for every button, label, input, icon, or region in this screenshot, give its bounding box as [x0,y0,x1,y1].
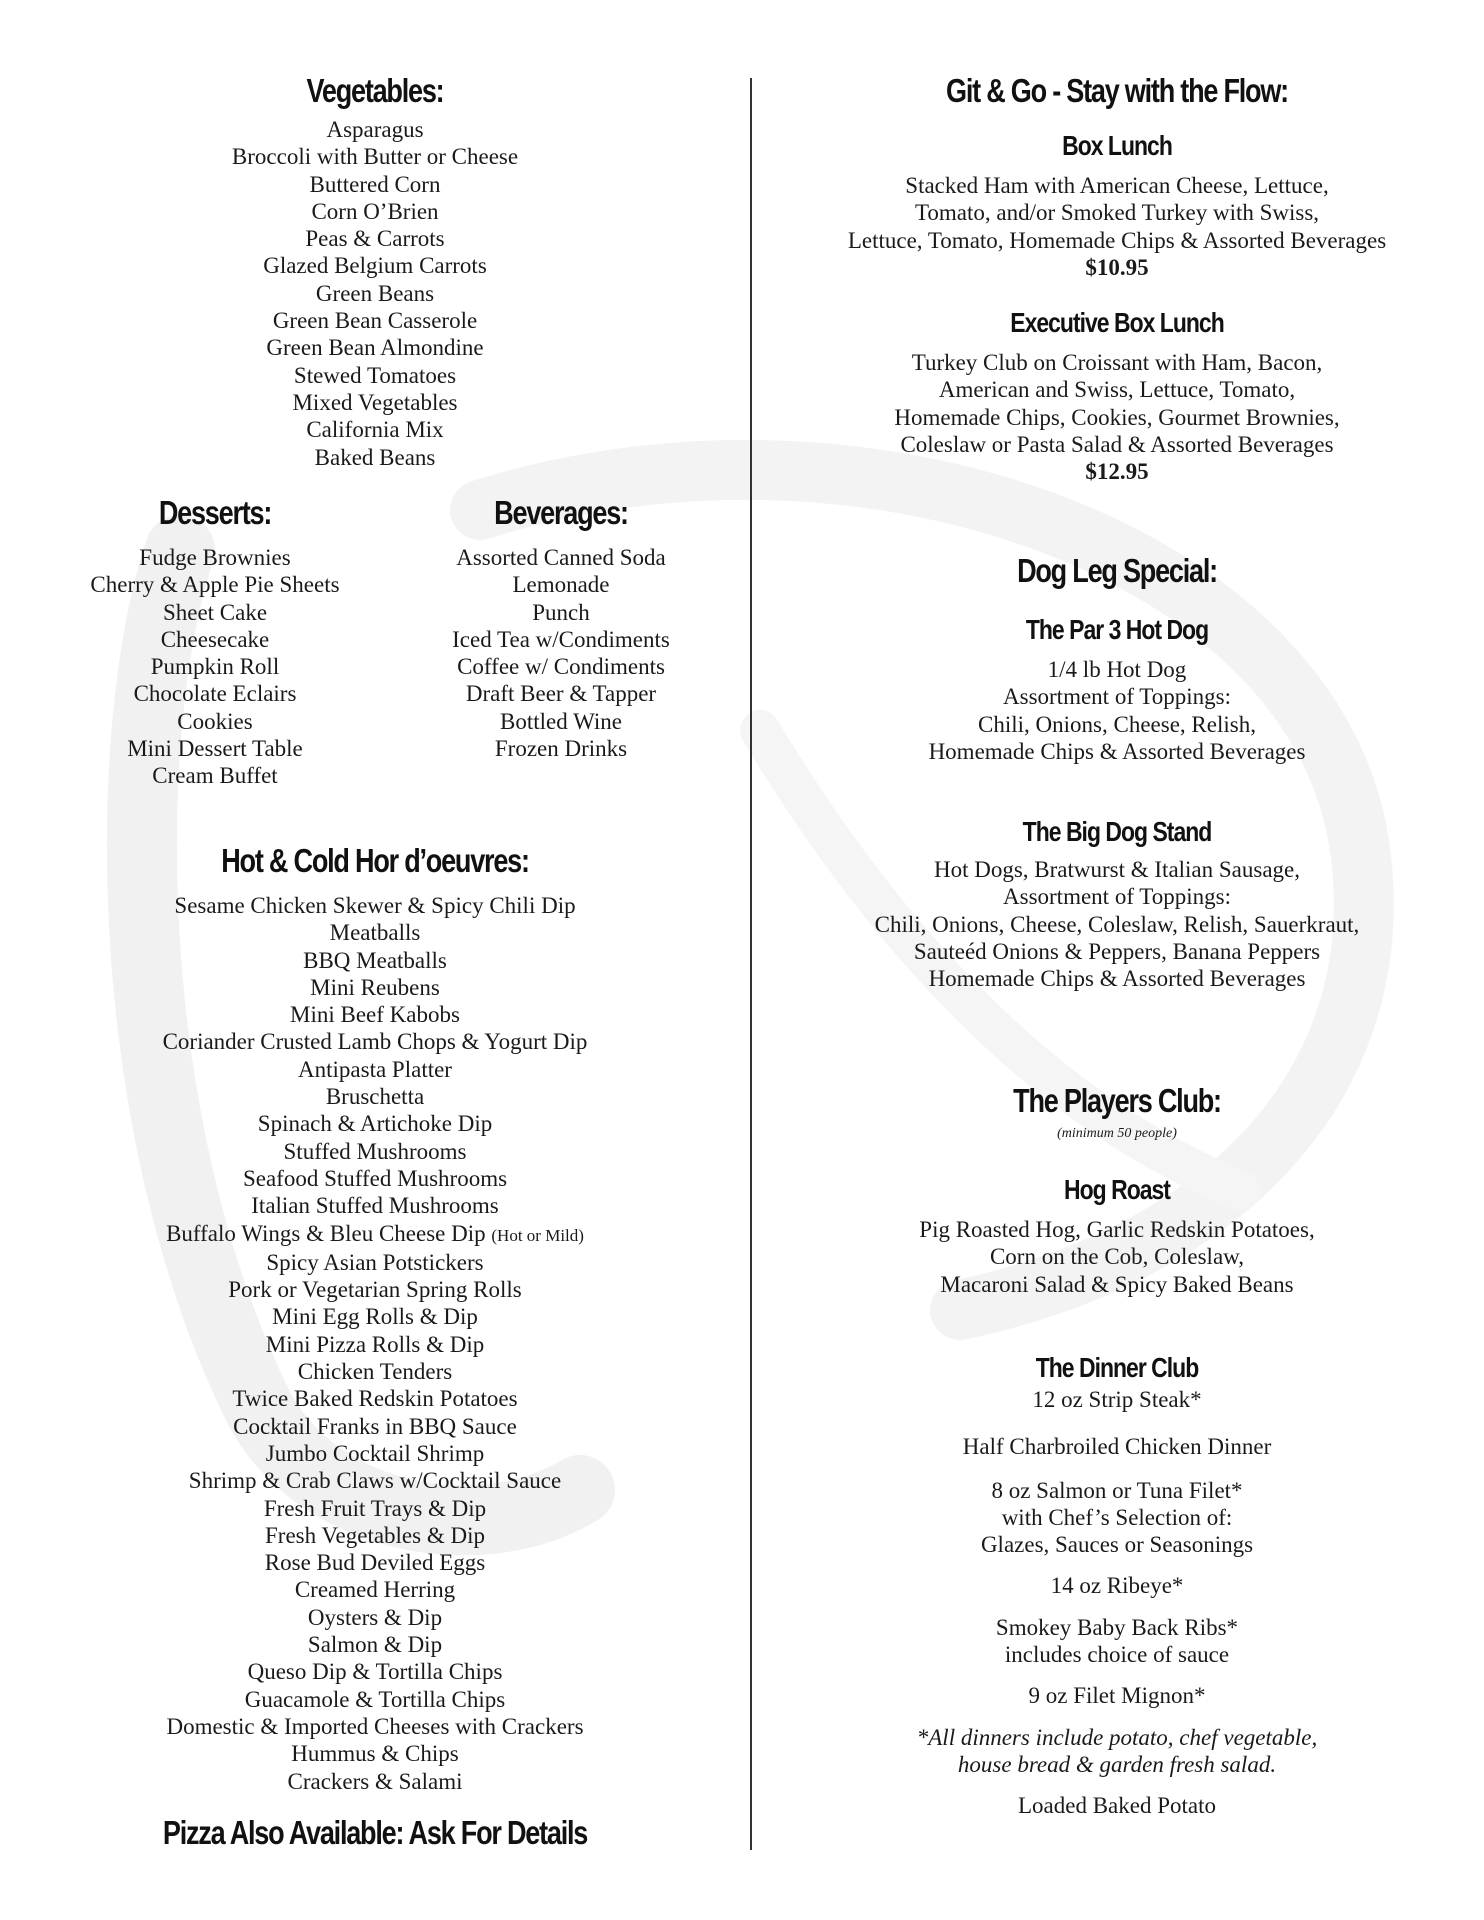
pizza-note: Pizza Also Available: Ask For Details [162,1814,588,1851]
executive-box-lunch-price: $12.95 [1085,459,1149,485]
list-item: Italian Stuffed Mushrooms [251,1193,499,1219]
hors-doeuvres-section [0,842,750,1795]
list-item: Crackers & Salami [287,1768,463,1794]
text-line: Corn on the Cob, Coleslaw, [989,1244,1245,1270]
list-item: Stewed Tomatoes [293,362,457,388]
git-and-go-heading: Git & Go - Stay with the Flow: [946,72,1288,109]
list-item: Guacamole & Tortilla Chips [244,1686,506,1712]
list-item: Domestic & Imported Cheeses with Crackers [166,1713,584,1739]
text-line: Smokey Baby Back Ribs* [995,1614,1239,1640]
executive-box-lunch-heading: Executive Box Lunch [1010,307,1224,338]
desserts-section [30,494,400,790]
list-item: Hummus & Chips [291,1741,459,1767]
list-item: BBQ Meatballs [303,947,447,973]
list-item: Cherry & Apple Pie Sheets [90,572,340,598]
list-item: Mini Pizza Rolls & Dip [265,1331,485,1357]
text-line: Stacked Ham with American Cheese, Lettuce, [905,173,1329,198]
box-lunch-price: $10.95 [1085,254,1149,280]
list-item: Creamed Herring [294,1577,456,1603]
list-item: Fresh Fruit Trays & Dip [263,1495,487,1521]
list-item: California Mix [306,417,444,443]
list-item: Green Bean Casserole [272,308,478,334]
list-item: Frozen Drinks [494,736,628,762]
list-item: Oysters & Dip [307,1604,443,1630]
list-item: Fresh Vegetables & Dip [265,1522,485,1548]
text-line: *All dinners include potato, chef vegetable, [916,1724,1318,1750]
executive-box-lunch [750,307,1484,485]
dinner-footnote [750,1724,1484,1779]
list-item: Seafood Stuffed Mushrooms [242,1165,508,1191]
box-lunch-description [750,172,1484,254]
vegetables-list [0,116,750,471]
strip-steak: 12 oz Strip Steak* [1032,1387,1202,1412]
dog-leg-section [750,552,1484,590]
list-item: Stuffed Mushrooms [283,1138,467,1164]
text-line: Homemade Chips, Cookies, Gourmet Brownies, [894,404,1340,430]
list-item: Draft Beer & Tapper [465,681,657,707]
big-dog-stand [750,816,1484,992]
hors-doeuvres-list [0,892,750,1795]
list-item: Shrimp & Crab Claws w/Cocktail Sauce [188,1468,562,1494]
list-item: Chocolate Eclairs [133,681,297,707]
list-item: Pork or Vegetarian Spring Rolls [228,1277,522,1303]
list-item: Salmon & Dip [307,1632,443,1658]
desserts-heading: Desserts: [158,494,272,531]
ribeye: 14 oz Ribeye* [1050,1573,1184,1599]
text-line: 8 oz Salmon or Tuna Filet* [991,1477,1243,1503]
list-item: Fudge Brownies [139,545,291,570]
list-item: Chicken Tenders [297,1359,453,1385]
dinner-club-heading: The Dinner Club [1035,1352,1199,1383]
list-item: Mixed Vegetables [292,389,458,415]
list-item: Cheesecake [160,626,270,652]
text-line: Homemade Chips & Assorted Beverages [928,966,1306,992]
text-line: 1/4 lb Hot Dog [1047,657,1187,682]
desserts-list [30,544,400,790]
text-line: Assortment of Toppings: [1003,684,1231,710]
executive-box-lunch-description [750,349,1484,458]
text-line: Assortment of Toppings: [1003,884,1231,910]
list-item: Meatballs [329,920,421,946]
list-item: Cookies [177,708,253,734]
par3-hot-dog [750,614,1484,765]
list-item: Queso Dip & Tortilla Chips [247,1659,503,1685]
text-line: includes choice of sauce [1004,1642,1230,1668]
list-item: Buffalo Wings & Bleu Cheese Dip (Hot or Mild) [166,1220,584,1246]
text-line: Lettuce, Tomato, Homemade Chips & Assorted Beverages [847,227,1387,253]
players-club-section [750,1082,1484,1142]
list-item: Mini Beef Kabobs [290,1002,460,1028]
text-line: Turkey Club on Croissant with Ham, Bacon, [911,350,1323,375]
text-line: Chili, Onions, Cheese, Relish, [978,711,1256,737]
list-item: Coffee w/ Condiments [457,654,665,680]
salmon-tuna [750,1477,1484,1559]
list-item: Jumbo Cocktail Shrimp [265,1440,485,1466]
text-line: Sauteéd Onions & Peppers, Banana Peppers [913,938,1321,964]
text-line: house bread & garden fresh salad. [957,1751,1277,1777]
list-item: Broccoli with Butter or Cheese [231,144,519,170]
text-line: Pig Roasted Hog, Garlic Redskin Potatoes, [919,1217,1315,1242]
big-dog-heading: The Big Dog Stand [1022,816,1212,847]
list-item: Mini Reubens [310,974,440,1000]
list-item: Bruschetta [325,1084,425,1110]
list-item: Assorted Canned Soda [456,545,666,570]
list-item: Buttered Corn [309,171,441,197]
baby-back-ribs [750,1614,1484,1669]
list-item: Antipasta Platter [298,1056,452,1082]
list-item: Cocktail Franks in BBQ Sauce [233,1413,517,1439]
beverages-heading: Beverages: [494,494,628,531]
list-item: Corn O’Brien [311,198,439,224]
chicken-dinner: Half Charbroiled Chicken Dinner [962,1434,1272,1460]
list-item: Rose Bud Deviled Eggs [264,1550,486,1576]
players-club-heading: The Players Club: [1013,1082,1221,1119]
list-item: Lemonade [512,572,610,598]
list-item: Mini Dessert Table [127,736,303,762]
text-line: American and Swiss, Lettuce, Tomato, [938,377,1296,403]
list-item: Bottled Wine [500,708,622,734]
text-line: Coleslaw or Pasta Salad & Assorted Beverages [900,431,1334,457]
vegetables-section [0,72,750,471]
hog-roast [750,1174,1484,1298]
list-item: Iced Tea w/Condiments [452,626,670,652]
list-item: Coriander Crusted Lamb Chops & Yogurt Dip [162,1029,588,1055]
dinner-club [750,1352,1484,1820]
list-item: Mini Egg Rolls & Dip [272,1304,478,1330]
list-item: Spicy Asian Potstickers [266,1249,484,1275]
text-line: with Chef’s Selection of: [1001,1504,1233,1530]
hors-doeuvres-heading: Hot & Cold Hor d’oeuvres: [221,842,529,879]
text-line: Macaroni Salad & Spicy Baked Beans [940,1271,1294,1297]
list-item: Baked Beans [314,444,436,470]
beverages-section [376,494,746,762]
box-lunch [750,130,1484,281]
list-item: Green Beans [315,280,435,306]
big-dog-description [750,856,1484,992]
text-line: Chili, Onions, Cheese, Coleslaw, Relish, Sauerkraut, [874,911,1360,937]
text-line: Homemade Chips & Assorted Beverages [928,738,1306,764]
loaded-baked-potato: Loaded Baked Potato [1017,1793,1216,1819]
list-item: Asparagus [326,117,424,142]
list-item: Cream Buffet [152,763,278,789]
box-lunch-heading: Box Lunch [1062,130,1172,161]
list-item: Twice Baked Redskin Potatoes [232,1386,518,1412]
par3-heading: The Par 3 Hot Dog [1025,614,1209,645]
dog-leg-heading: Dog Leg Special: [1017,552,1217,589]
list-item: Punch [532,599,590,625]
list-item: Glazed Belgium Carrots [263,253,487,279]
list-item: Sheet Cake [162,599,268,625]
list-item: Pumpkin Roll [150,654,280,680]
par3-description [750,656,1484,765]
text-line: Hot Dogs, Bratwurst & Italian Sausage, [933,857,1301,882]
hog-roast-heading: Hog Roast [1064,1174,1170,1205]
text-line: Tomato, and/or Smoked Turkey with Swiss, [914,200,1320,226]
hog-roast-description [750,1216,1484,1298]
list-item: Sesame Chicken Skewer & Spicy Chili Dip [174,893,576,918]
beverages-list [376,544,746,762]
list-item: Green Bean Almondine [266,335,484,361]
git-and-go-section [750,72,1484,110]
players-club-note: (minimum 50 people) [1057,1126,1177,1141]
list-item: Peas & Carrots [305,226,445,252]
filet-mignon: 9 oz Filet Mignon* [1028,1683,1206,1709]
list-item: Spinach & Artichoke Dip [257,1111,493,1137]
vegetables-heading: Vegetables: [306,72,444,109]
text-line: Glazes, Sauces or Seasonings [980,1532,1254,1558]
